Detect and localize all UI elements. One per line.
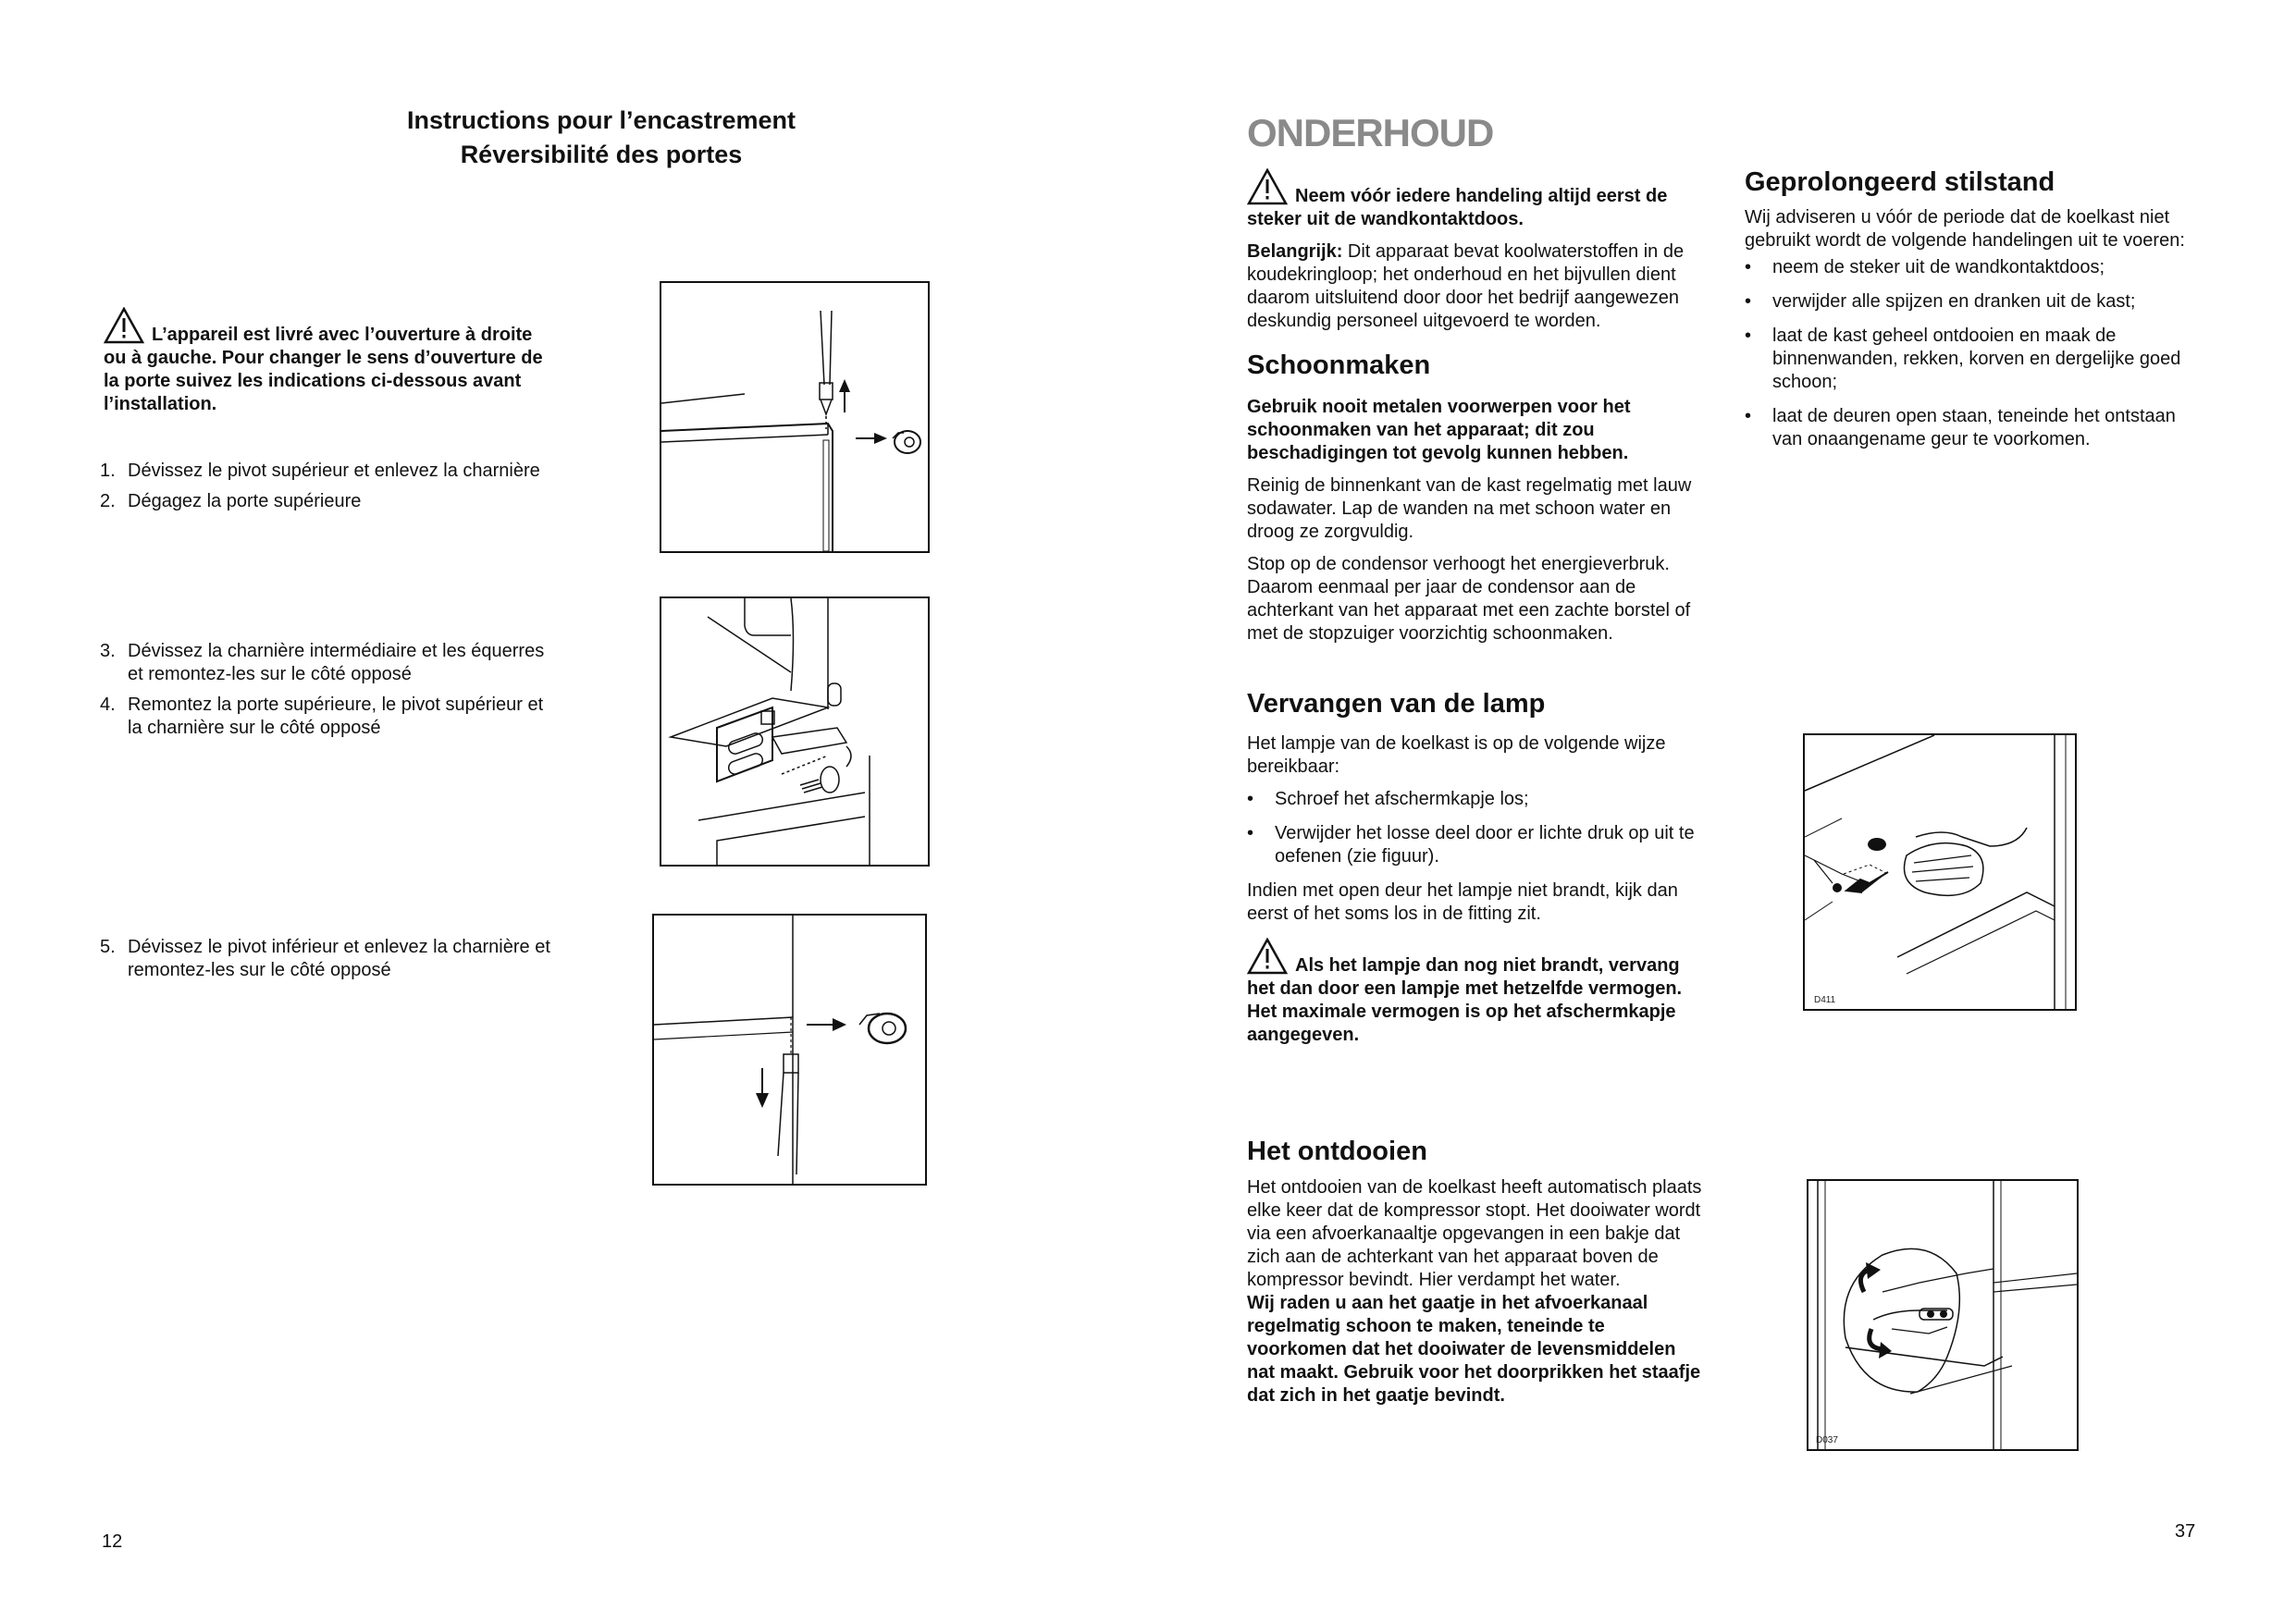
standstill-bullet-4: • laat de deuren open staan, teneinde het ontstaan van onaangename geur te voorkomen. (1745, 406, 2176, 449)
defrost-illustration (1808, 1181, 2077, 1449)
important-label: Belangrijk: (1247, 241, 1343, 262)
steps-group-a (100, 460, 558, 521)
lamp-bullets (1247, 788, 1705, 868)
figure-lamp (1803, 733, 2077, 1011)
important-text: Dit apparaat bevat koolwaterstoffen in de koudekringloop; het onderhoud en het bijvullen dient daarom uitsluitend door door het bedrijf aangewezen deskundig personeel uitgevoerd te worden. (1247, 241, 1685, 331)
standstill-body (1745, 206, 2207, 462)
middle-hinge-illustration (661, 598, 928, 865)
steps-group-b (100, 640, 558, 747)
lamp-body (1247, 732, 1705, 935)
standstill-bullets (1745, 256, 2207, 451)
cleaning-bold-text: Gebruik nooit metalen voorwerpen voor het schoonmaken van het apparaat; dit zou beschadigingen tot gevolg kunnen hebben. (1247, 397, 1631, 463)
figure-top-pivot (660, 281, 930, 553)
cleaning-para1: Reinig de binnenkant van de kast regelmatig met lauw sodawater. Lap de wanden na met schoon water en droog ze zorgvuldig. (1247, 475, 1692, 542)
heading-lamp: Vervangen van de lamp (1247, 689, 1546, 719)
unplug-warning-text: Neem vóór iedere handeling altijd eerst de steker uit de wandkontaktdoos. (1247, 186, 1668, 229)
standstill-bullet-3: • laat de kast geheel ontdooien en maak de binnenwanden, rekken, korven en dergelijke goed schoon; (1745, 326, 2181, 392)
lamp-intro: Het lampje van de koelkast is op de volgende wijze bereikbaar: (1247, 733, 1666, 777)
defrost-body (1247, 1176, 1705, 1408)
figure-middle-hinge (660, 596, 930, 867)
cleaning-para2: Stop op de condensor verhoogt het energieverbruk. Daarom eenmaal per jaar de condensor aan de achterkant van het apparaat met een zachte borstel of met de stopzuiger voorzichtig schoonmaken. (1247, 554, 1691, 644)
lamp-bullet-2: • Verwijder het losse deel door er lichte druk op uit te oefenen (zie figuur). (1247, 823, 1695, 867)
top-pivot-illustration (661, 283, 928, 551)
standstill-bullet-2: • verwijder alle spijzen en dranken uit de kast; (1745, 291, 2136, 312)
figure-lamp-code: D411 (1814, 995, 1836, 1005)
left-title (305, 104, 897, 172)
steps-group-c (100, 936, 558, 990)
warning-triangle-icon (1247, 168, 1288, 205)
defrost-para: Het ontdooien van de koelkast heeft automatisch plaats elke keer dat de kompressor stopt. Het dooiwater wordt via een afvoerkanaaltje opgevangen in een bakje dat zich aan de achterkant van het apparaat boven de kompressor bevindt. Hier verdampt het water. (1247, 1177, 1702, 1290)
step-5: 5. Dévissez le pivot inférieur et enlevez la charnière et remontez-les sur le côté opposé (100, 937, 550, 980)
unplug-warning (1247, 168, 1705, 231)
step-4: 4. Remontez la porte supérieure, le pivot supérieur et la charnière sur le côté opposé (100, 695, 544, 738)
heading-stilstand: Geprolongeerd stilstand (1745, 167, 2055, 197)
heading-schoonmaken: Schoonmaken (1247, 350, 1431, 380)
step-2: 2. Dégagez la porte supérieure (100, 491, 362, 511)
left-title-line2: Réversibilité des portes (460, 141, 743, 168)
lamp-para: Indien met open deur het lampje niet brandt, kijk dan eerst of het soms los in de fitting zit. (1247, 880, 1678, 924)
figure-defrost-code: D037 (1816, 1435, 1838, 1445)
warning-triangle-icon (1247, 938, 1288, 975)
page-number-right: 37 (2175, 1521, 2196, 1542)
col1-intro (1247, 168, 1705, 342)
heading-ontdooien: Het ontdooien (1247, 1137, 1427, 1166)
step-1: 1. Dévissez le pivot supérieur et enlevez la charnière (100, 461, 540, 481)
lamp-illustration (1805, 735, 2075, 1009)
left-warning-text: L’appareil est livré avec l’ouverture à droite ou à gauche. Pour changer le sens d’ouverture de la porte suivez les indications ci-dessous avant l’installation. (104, 325, 543, 414)
lamp-bullet-1: • Schroef het afschermkapje los; (1247, 789, 1529, 809)
figure-defrost (1807, 1179, 2079, 1451)
defrost-bold: Wij raden u aan het gaatje in het afvoerkanaal regelmatig schoon te maken, teneinde te voorkomen dat het dooiwater de levensmiddelen nat maakt. Gebruik voor het doorprikken het staafje dat zich in het gaatje bevindt. (1247, 1293, 1701, 1406)
standstill-bullet-1: • neem de steker uit de wandkontaktdoos; (1745, 257, 2105, 277)
left-title-line1: Instructions pour l’encastrement (406, 106, 796, 134)
lamp-warning (1247, 938, 1705, 1047)
bottom-pivot-illustration (654, 916, 925, 1184)
figure-bottom-pivot (652, 914, 927, 1186)
warning-triangle-icon (104, 307, 144, 344)
lamp-warning-text: Als het lampje dan nog niet brandt, vervang het dan door een lampje met hetzelfde vermogen. Het maximale vermogen is op het afschermkapje aangegeven. (1247, 955, 1683, 1045)
left-warning (104, 307, 557, 416)
onderhoud-heading: ONDERHOUD (1247, 111, 1494, 154)
cleaning-body (1247, 396, 1705, 655)
page-number-left: 12 (102, 1531, 123, 1552)
standstill-intro: Wij adviseren u vóór de periode dat de koelkast niet gebruikt wordt de volgende handelingen uit te voeren: (1745, 207, 2185, 251)
important-paragraph (1247, 240, 1705, 333)
step-3: 3. Dévissez la charnière intermédiaire et les équerres et remontez-les sur le côté opposé (100, 641, 545, 684)
